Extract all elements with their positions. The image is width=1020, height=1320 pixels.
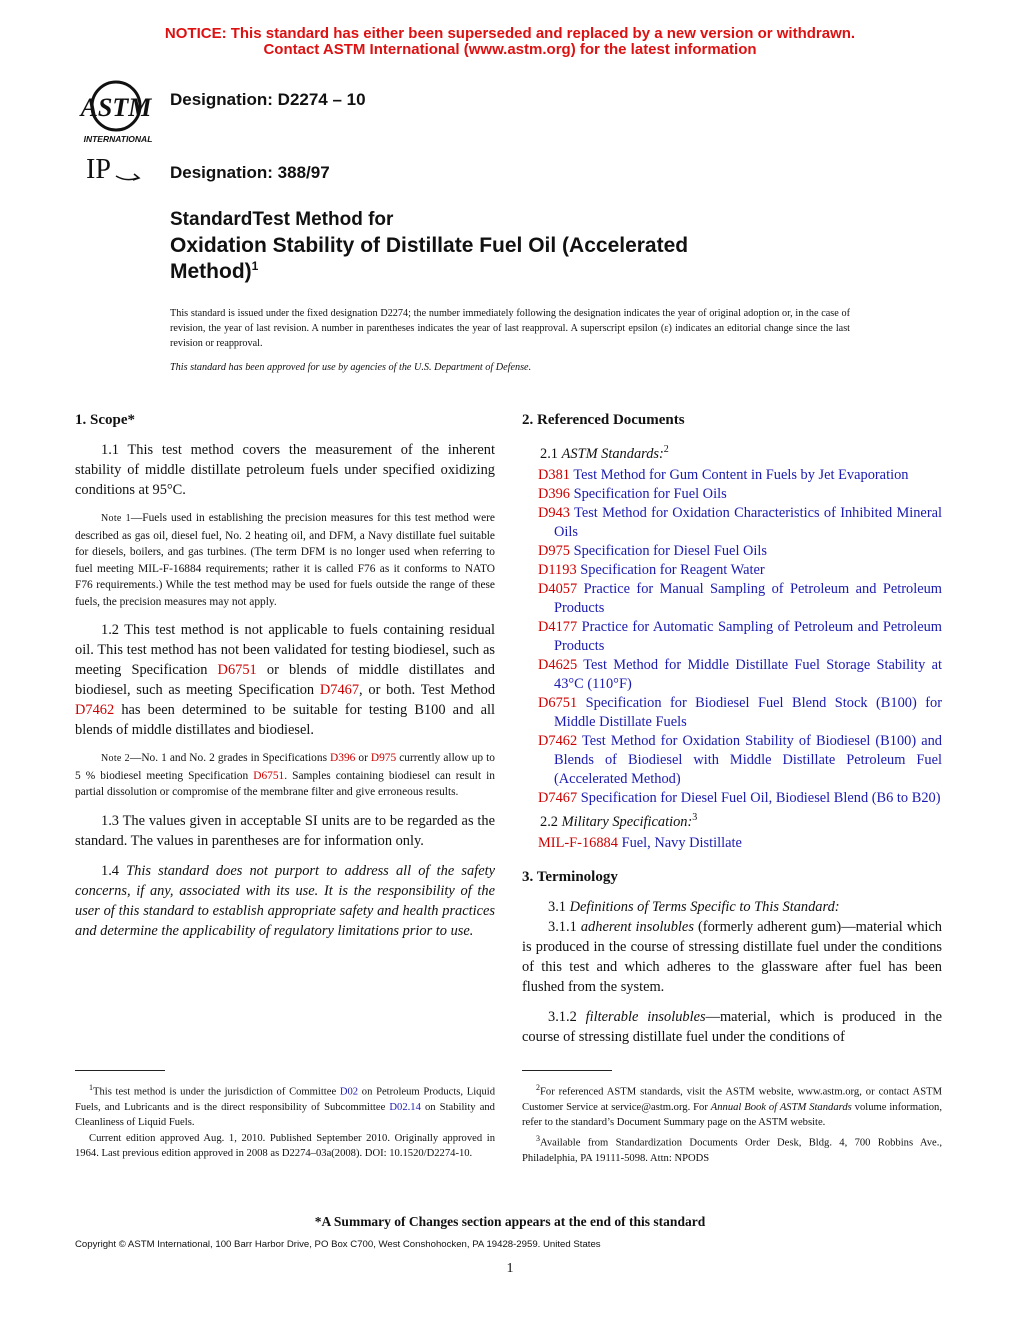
ref-item-d4177[interactable] [522, 618, 942, 656]
ref-item-mil[interactable] [522, 834, 942, 853]
footnote-3 [522, 1131, 942, 1166]
term-3-1-2 [522, 1007, 942, 1047]
astm-designation: Designation: D2274 – 10 [170, 90, 366, 109]
ref-code[interactable]: D4625 [538, 656, 578, 673]
ref-code[interactable]: D396 [538, 485, 570, 502]
astm-standards-sub [522, 440, 942, 464]
referenced-heading: 2. Referenced Documents [522, 412, 685, 428]
astm-logo-letters: ASTM [80, 93, 152, 122]
title-line-3-text: Method) [170, 260, 252, 283]
footnote-rule-left [75, 1070, 165, 1071]
ref-text[interactable]: Specification for Diesel Fuel Oils [573, 542, 768, 559]
footnote-rule-right [522, 1070, 612, 1071]
scope-1-2 [75, 620, 495, 740]
astm-standards-num: 2.1 [540, 445, 562, 462]
committee-link-d02[interactable]: D02 [339, 1086, 359, 1098]
page-number: 1 [506, 1261, 514, 1276]
copyright: Copyright © ASTM International, 100 Barr Harbor Drive, PO Box C700, West Conshohocken, PA 19428-2959. United States [75, 1239, 601, 1250]
footnote-3-mark: 3 [536, 1133, 540, 1143]
ref-text[interactable]: Practice for Manual Sampling of Petroleum and Petroleum Products [554, 580, 942, 616]
scope-1-4-num: 1.4 [101, 862, 127, 879]
footnote-3-text: Available from Standardization Documents Order Desk, Bldg. 4, 700 Robbins Ave., Philadelphia, PA 19111-5098. Attn: NPODS [522, 1137, 942, 1164]
ref-link-d975[interactable]: D975 [370, 752, 397, 764]
ref-item-d396[interactable] [522, 485, 942, 504]
astm-logo-sub: INTERNATIONAL [83, 134, 153, 144]
ref-item-d975[interactable] [522, 542, 942, 561]
scope-1-1: 1.1 This test method covers the measurement of the inherent stability of middle distillate petroleum fuels under specified oxidizing conditions at 95°C. [75, 442, 495, 498]
ref-code[interactable]: D6751 [538, 694, 578, 711]
military-spec-num: 2.2 [540, 813, 562, 830]
footnote-2-book: Annual Book of ASTM Standards [710, 1101, 852, 1113]
footnote-2-text-b: volume information, refer to the standard’s Document Summary page on the ASTM website. [522, 1101, 942, 1129]
term-3-1-2-term: filterable insolubles [585, 1008, 706, 1025]
document-title [170, 207, 810, 285]
scope-1-3: 1.3 The values given in acceptable SI units are to be regarded as the standard. The values in parentheses are for information only. [75, 812, 495, 849]
ref-code[interactable]: D4057 [538, 580, 578, 597]
term-3-1-1-num: 3.1.1 [548, 918, 581, 935]
ref-code-mil[interactable]: MIL-F-16884 [538, 834, 618, 851]
scope-1-2-text-a: 1.2 This test method is not applicable to fuels containing residual oil. This test method has not been validated for testing biodiesel, such as meeting Specification [75, 622, 495, 678]
footnotes-right [522, 1080, 942, 1166]
ref-item-d7462[interactable] [522, 732, 942, 789]
ref-item-d1193[interactable] [522, 561, 942, 580]
note-2 [75, 750, 495, 801]
dod-note: This standard has been approved for use by agencies of the U.S. Department of Defense. [170, 362, 532, 373]
scope-heading: 1. Scope* [75, 412, 135, 428]
ref-text[interactable]: Test Method for Gum Content in Fuels by Jet Evaporation [573, 466, 909, 483]
ref-link-d7467[interactable]: D7467 [319, 682, 360, 698]
ref-code[interactable]: D4177 [538, 618, 578, 635]
footnote-2-mark: 2 [536, 1083, 540, 1092]
note-1 [75, 510, 495, 610]
footnotes-left [75, 1080, 495, 1162]
footnote-2-text-a: For referenced ASTM standards, visit the ASTM website, www.astm.org, or contact ASTM Customer Service at service@astm.org. For [522, 1086, 942, 1113]
military-spec-label: Military Specification: [561, 813, 693, 830]
ref-code[interactable]: D7467 [538, 789, 578, 806]
footnote-1-mark: 1 [89, 1083, 93, 1092]
term-3-1-1 [522, 917, 942, 997]
ref-item-d943[interactable] [522, 504, 942, 542]
subcommittee-link-d02-14[interactable]: D02.14 [389, 1101, 421, 1113]
ref-text[interactable]: Specification for Reagent Water [580, 561, 765, 578]
footnote-1-text-a: This test method is under the jurisdiction of Committee [93, 1086, 340, 1098]
issue-note: This standard is issued under the fixed designation D2274; the number immediately following the designation indicates the year of original adoption or, in the case of revision, the year of last revision. A number in parentheses indicates the year of last reapproval. A superscript epsilon (ε) indicates an editorial change since the last revision or reapproval. [170, 308, 850, 349]
term-3-1-num: 3.1 [548, 898, 570, 915]
military-spec-footnote: 3 [692, 811, 698, 823]
astm-standards-footnote: 2 [663, 444, 669, 455]
withdrawn-notice [0, 26, 1020, 58]
military-spec-sub [522, 808, 942, 832]
ref-item-d7467[interactable] [522, 789, 942, 808]
scope-1-4-text: This standard does not purport to address all of the safety concerns, if any, associated with its use. It is the responsibility of the user of this standard to establish appropriate safety and health practices and determine the applicability of regulatory limitations prior to use. [75, 862, 495, 939]
title-footnote-mark: 1 [251, 259, 259, 273]
ip-logo [82, 152, 142, 186]
scope-1-2-text-d: has been determined to be suitable for testing B100 and all blends of middle distillates and biodiesel. [75, 702, 495, 738]
term-3-1-2-num: 3.1.2 [548, 1008, 586, 1025]
ref-code[interactable]: D975 [538, 542, 570, 559]
ref-text[interactable]: Practice for Automatic Sampling of Petroleum and Petroleum Products [554, 618, 942, 654]
terminology-heading: 3. Terminology [522, 868, 618, 885]
ref-text[interactable]: Specification for Fuel Oils [573, 485, 727, 502]
ref-link-d6751[interactable]: D6751 [217, 662, 257, 678]
ref-code[interactable]: D943 [538, 504, 570, 521]
note-2-label: Note 2 [101, 753, 130, 764]
title-line-1: StandardTest Method for [170, 209, 394, 230]
ip-logo-letters: IP [86, 154, 111, 185]
ref-code[interactable]: D7462 [538, 732, 578, 749]
ref-text[interactable]: Specification for Biodiesel Fuel Blend Stock (B100) for Middle Distillate Fuels [554, 694, 942, 730]
term-3-1 [522, 897, 942, 917]
notice-line-1: NOTICE: This standard has either been superseded and replaced by a new version or withdrawn. [164, 25, 856, 42]
ref-item-d6751[interactable] [522, 694, 942, 732]
summary-of-changes-note: *A Summary of Changes section appears at the end of this standard [314, 1214, 706, 1229]
astm-logo [76, 76, 160, 146]
ref-link-d7462[interactable]: D7462 [75, 702, 115, 718]
ref-code[interactable]: D381 [538, 466, 570, 483]
ref-item-d4057[interactable] [522, 580, 942, 618]
title-line-2: Oxidation Stability of Distillate Fuel Oil (Accelerated [170, 234, 689, 257]
footnote-1-edition: Current edition approved Aug. 1, 2010. Published September 2010. Originally approved in 1964. Last previous edition approved in 2008 as D2274–03a(2008). DOI: 10.1520/D2274-10. [75, 1132, 495, 1160]
note-2-text-c: currently allow up to 5 % biodiesel meeting Specification [75, 752, 495, 782]
scope-1-2-text-c: , or both. Test Method [359, 682, 496, 698]
footnote-1-text-c: on Stability and Cleanliness of Liquid Fuels. [75, 1101, 495, 1129]
note-2-text-d: . Samples containing biodiesel can result in partial dissolution or compromise of the membrane filter and give erroneous results. [75, 769, 495, 798]
term-3-1-2-text: —material, which is produced in the course of stressing distillate fuel under the conditions of [522, 1008, 943, 1045]
ref-text[interactable]: Test Method for Oxidation Characteristics of Inhibited Mineral Oils [554, 504, 943, 540]
ref-item-d381[interactable] [522, 466, 942, 485]
term-3-1-1-term: adherent insolubles [580, 918, 694, 935]
ref-link-d396[interactable]: D396 [330, 752, 356, 764]
astm-standards-label: ASTM Standards: [561, 445, 664, 462]
note-2-text-a: —No. 1 and No. 2 grades in Specifications [129, 752, 331, 764]
term-3-1-1-text: (formerly adherent gum)—material which is produced in the course of stressing distillate fuel under the conditions of this test and which adheres to the glassware after fuel has been flushed from the system. [522, 918, 942, 995]
ref-text[interactable]: Specification for Diesel Fuel Oil, Biodiesel Blend (B6 to B20) [580, 789, 941, 806]
footnote-2 [522, 1080, 942, 1131]
ref-item-d4625[interactable] [522, 656, 942, 694]
notice-line-2: Contact ASTM International (www.astm.org) for the latest information [263, 41, 757, 58]
left-column [75, 410, 495, 951]
ref-text[interactable]: Test Method for Oxidation Stability of Biodiesel (B100) and Blends of Biodiesel with Middle Distillate Petroleum Fuel (Accelerated Method) [554, 732, 942, 787]
note-1-label: Note 1 [101, 513, 131, 524]
ref-text-mil[interactable]: Fuel, Navy Distillate [621, 834, 742, 851]
ref-link-d6751-note[interactable]: D6751 [253, 769, 285, 782]
reference-list [522, 466, 942, 808]
title-line-3 [170, 259, 810, 285]
note-1-text: —Fuels used in establishing the precision measures for this test method were described as gas oil, diesel fuel, No. 2 heating oil, and DFM, a Navy distillate fuel suitable for diesels, boilers, and gas turbines. (The term DFM is no longer used when referring to fuel meeting MIL-F-16884 requirements; rather it is called F76 as it conforms to NATO F76 requirements.) While the test method may be used for fuels outside the range of these fuels, the precision measures may not apply. [75, 512, 495, 608]
note-2-text-b: or [355, 752, 371, 764]
ref-text[interactable]: Test Method for Middle Distillate Fuel Storage Stability at 43°C (110°F) [554, 656, 942, 692]
right-column [522, 410, 942, 1057]
ip-designation: Designation: 388/97 [170, 163, 330, 182]
scope-1-4 [75, 861, 495, 941]
footnote-1 [75, 1080, 495, 1131]
footnote-1-text-b: on Petroleum Products, Liquid Fuels, and Lubricants and is the direct responsibility of Subcommittee [75, 1086, 495, 1113]
ref-code[interactable]: D1193 [538, 561, 577, 578]
scope-1-2-text-b: or blends of middle distillates and biodiesel, such as meeting Specification [75, 662, 495, 698]
term-3-1-text: Definitions of Terms Specific to This Standard: [569, 898, 840, 915]
